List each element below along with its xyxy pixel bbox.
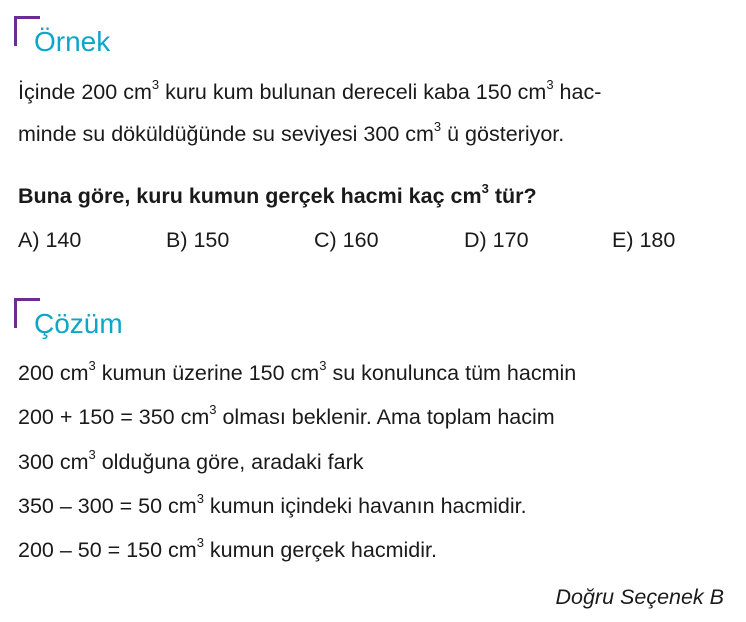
option-e: E) 180 bbox=[612, 228, 676, 252]
option-d: D) 170 bbox=[464, 228, 529, 252]
option-b: B) 150 bbox=[166, 228, 230, 252]
example-heading bbox=[14, 16, 110, 56]
example-text-line-2: minde su döküldüğünde su seviyesi 300 $cm^3$ ü gösteriyor. bbox=[18, 118, 565, 146]
solution-line-5: 200 – 50 = 150 $cm^3$ kumun gerçek hacmidir. bbox=[18, 534, 437, 562]
answer-options bbox=[18, 228, 718, 254]
option-a: A) 140 bbox=[18, 228, 82, 252]
example-text-line-1: İçinde 200 $cm^3$ kuru kum bulunan dereceli kaba 150 $cm^3$ hac- bbox=[18, 76, 602, 104]
option-c: C) 160 bbox=[314, 228, 379, 252]
solution-line-3: 300 $cm^3$ olduğuna göre, aradaki fark bbox=[18, 446, 364, 474]
solution-line-2: 200 + 150 = 350 $cm^3$ olması beklenir. Ama toplam hacim bbox=[18, 401, 555, 429]
solution-line-1: 200 $cm^3$ kumun üzerine 150 $cm^3$ su konulunca tüm hacmin bbox=[18, 357, 577, 385]
solution-heading-title: Çözüm bbox=[34, 308, 123, 339]
example-heading-title: Örnek bbox=[34, 26, 111, 57]
example-question: Buna göre, kuru kumun gerçek hacmi kaç $cm^3$ tür? bbox=[18, 180, 537, 208]
solution-line-4: 350 – 300 = 50 $cm^3$ kumun içindeki havanın hacmidir. bbox=[18, 490, 527, 518]
correct-answer: Doğru Seçenek B bbox=[555, 585, 724, 609]
solution-heading bbox=[14, 298, 123, 338]
